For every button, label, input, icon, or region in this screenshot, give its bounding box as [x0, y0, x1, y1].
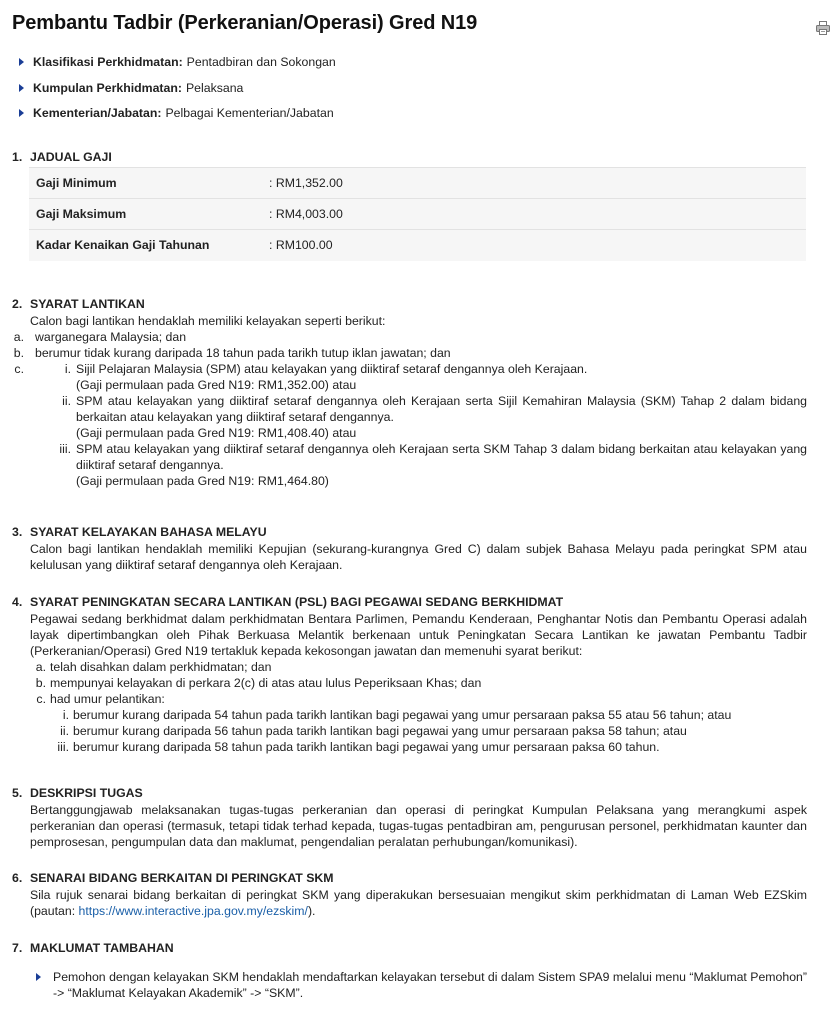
- section-appointment-requirements: [12, 296, 807, 489]
- section-psl: [12, 594, 807, 755]
- section-heading: [12, 594, 807, 611]
- table-row: [29, 230, 806, 261]
- list-text: Sijil Pelajaran Malaysia (SPM) atau kelayakan yang diiktiraf setaraf dengannya oleh Kerajaan.: [76, 362, 588, 376]
- list-item: [12, 675, 807, 691]
- section-heading: [12, 785, 807, 802]
- salary-label: Kadar Kenaikan Gaji Tahunan: [36, 238, 210, 253]
- section-title: DESKRIPSI TUGAS: [30, 786, 143, 800]
- section-heading: [12, 870, 807, 887]
- list-item: [12, 659, 807, 675]
- list-text: Pemohon dengan kelayakan SKM hendaklah mendaftarkan kelayakan tersebut di dalam Sistem SPA9 melalui menu “Maklumat Pemohon” -> “Maklumat Kelayakan Akademik” -> “SKM”.: [53, 970, 807, 1000]
- list-marker: a.: [13, 330, 24, 344]
- list-item: [36, 969, 807, 1001]
- list-text: had umur pelantikan:: [50, 692, 165, 706]
- section-number: 4.: [12, 595, 23, 609]
- table-row: [29, 168, 806, 199]
- list-marker: b.: [13, 346, 24, 360]
- bullet-arrow-icon: [36, 973, 41, 981]
- meta-value: Pelaksana: [185, 80, 244, 95]
- list-marker: i.: [62, 708, 69, 722]
- list-text: SPM atau kelayakan yang diiktiraf setaraf dengannya oleh Kerajaan serta SKM Tahap 3 dalam bidang berkaitan atau kelayakan yang diiktiraf setaraf dengannya.: [76, 442, 807, 472]
- meta-ministry: [19, 104, 799, 130]
- list-marker: b.: [35, 676, 46, 690]
- text-before-link: Sila rujuk senarai bidang berkaitan di peringkat SKM yang diperakukan bersesuaian mengikut skim perkhidmatan di Laman Web EZSkim (pautan:: [30, 888, 807, 918]
- section-number: 1.: [12, 150, 23, 164]
- section-salary: [12, 149, 807, 166]
- salary-value: : RM1,352.00: [269, 176, 343, 190]
- meta-label: Klasifikasi Perkhidmatan:: [33, 55, 183, 69]
- meta-value: Pentadbiran dan Sokongan: [186, 55, 336, 69]
- ezskim-link[interactable]: https://www.interactive.jpa.gov.my/ezskim/: [78, 904, 308, 918]
- starting-pay-note: (Gaji permulaan pada Gred N19: RM1,464.80): [76, 474, 329, 488]
- list-text: SPM atau kelayakan yang diiktiraf setaraf dengannya oleh Kerajaan serta Sijil Kemahiran Malaysia (SKM) Tahap 2 dalam bidang berkaitan atau kelayakan yang diiktiraf setaraf dengannya.: [76, 394, 807, 424]
- section-heading: [12, 524, 807, 541]
- section-heading: [12, 940, 807, 957]
- section-malay-language: [12, 524, 807, 573]
- section-job-description: [12, 785, 807, 850]
- salary-label: Gaji Maksimum: [36, 207, 127, 221]
- list-text: berumur kurang daripada 56 tahun pada tarikh lantikan bagi pegawai yang umur persaraan paksa 58 tahun; atau: [73, 724, 687, 738]
- sub-list-item: [12, 441, 807, 489]
- service-info: [19, 53, 799, 130]
- salary-value: : RM100.00: [269, 238, 333, 253]
- section-text: Bertanggungjawab melaksanakan tugas-tugas perkeranian dan operasi di peringkat Kumpulan Pelaksana yang merangkumi aspek perkeranian dan operasi (termasuk, tetapi tidak terhad kepada, tugas-tugas pentadbiran am, pengurusan personel, perkhidmatan kaunter dan pemprosesan, pengumpulan data dan maklumat, pengendalian peralatan perhubungan/komunikasi).: [30, 803, 807, 849]
- list-marker: a.: [35, 660, 46, 674]
- list-item: [12, 345, 807, 361]
- list-text: telah disahkan dalam perkhidmatan; dan: [50, 660, 272, 674]
- sub-list-item: [12, 707, 807, 723]
- section-intro: Calon bagi lantikan hendaklah memiliki kelayakan seperti berikut:: [30, 314, 386, 328]
- bullet-arrow-icon: [19, 109, 24, 117]
- section-title: SYARAT LANTIKAN: [30, 297, 145, 311]
- text-after-link: ).: [307, 904, 316, 918]
- list-text: berumur tidak kurang daripada 18 tahun pada tarikh tutup iklan jawatan; dan: [35, 346, 451, 360]
- list-marker: ii.: [62, 394, 71, 408]
- section-title: SYARAT PENINGKATAN SECARA LANTIKAN (PSL) BAGI PEGAWAI SEDANG BERKHIDMAT: [30, 595, 564, 609]
- print-icon[interactable]: [816, 21, 830, 35]
- section-text: Pegawai sedang berkhidmat dalam perkhidmatan Bentara Parlimen, Pemandu Kenderaan, Penghantar Notis dan Pembantu Operasi adalah layak dipertimbangkan oleh Pihak Berkuasa Melantik berkenaan untuk Peningkatan Secara Lantikan ke jawatan Pembantu Tadbir (Perkeranian/Operasi) Gred N19 tertakluk kepada kekosongan jawatan dan memenuhi syarat berikut:: [30, 612, 807, 658]
- page-title: Pembantu Tadbir (Perkeranian/Operasi) Gred N19: [12, 12, 478, 34]
- list-marker: ii.: [60, 724, 69, 738]
- list-item: [12, 329, 807, 345]
- salary-table: [29, 167, 806, 261]
- section-number: 2.: [12, 297, 23, 311]
- table-row: [29, 199, 806, 230]
- section-title: SYARAT KELAYAKAN BAHASA MELAYU: [30, 525, 267, 539]
- section-title: MAKLUMAT TAMBAHAN: [30, 941, 174, 955]
- section-skm-fields: [12, 870, 807, 919]
- list-marker: c.: [36, 692, 46, 706]
- starting-pay-note: (Gaji permulaan pada Gred N19: RM1,352.00) atau: [76, 378, 357, 392]
- meta-group: [19, 79, 799, 105]
- section-heading: [12, 296, 807, 313]
- qualification-list: [12, 361, 807, 489]
- list-text: berumur kurang daripada 58 tahun pada tarikh lantikan bagi pegawai yang umur persaraan paksa 60 tahun.: [73, 740, 660, 754]
- meta-label: Kementerian/Jabatan:: [33, 106, 162, 120]
- list-marker: c.: [14, 362, 24, 376]
- sub-list-item: [12, 723, 807, 739]
- starting-pay-note: (Gaji permulaan pada Gred N19: RM1,408.40) atau: [76, 426, 357, 440]
- meta-label: Kumpulan Perkhidmatan:: [33, 80, 182, 95]
- section-number: 6.: [12, 871, 23, 885]
- list-item: [12, 691, 807, 707]
- list-text: mempunyai kelayakan di perkara 2(c) di atas atau lulus Peperiksaan Khas; dan: [50, 676, 482, 690]
- section-title: JADUAL GAJI: [30, 150, 112, 164]
- meta-value: Pelbagai Kementerian/Jabatan: [165, 106, 334, 120]
- list-text: berumur kurang daripada 54 tahun pada tarikh lantikan bagi pegawai yang umur persaraan paksa 55 atau 56 tahun; atau: [73, 708, 732, 722]
- list-marker: iii.: [59, 442, 71, 456]
- list-marker: iii.: [57, 740, 69, 754]
- section-text: Calon bagi lantikan hendaklah memiliki Kepujian (sekurang-kurangnya Gred C) dalam subjek Bahasa Melayu pada peringkat SPM atau kelulusan yang diiktiraf setaraf dengannya oleh Kerajaan.: [30, 542, 807, 572]
- list-marker: i.: [64, 362, 71, 376]
- bullet-arrow-icon: [19, 84, 24, 92]
- salary-label: Gaji Minimum: [36, 176, 117, 190]
- meta-classification: [19, 53, 799, 79]
- section-additional-info: [12, 940, 807, 1001]
- section-title: SENARAI BIDANG BERKAITAN DI PERINGKAT SKM: [30, 871, 334, 885]
- bullet-arrow-icon: [19, 58, 24, 66]
- section-number: 3.: [12, 525, 23, 539]
- sub-list-item: [12, 361, 807, 393]
- sub-list-item: [12, 739, 807, 755]
- sub-list-item: [12, 393, 807, 441]
- list-text: warganegara Malaysia; dan: [35, 330, 187, 344]
- section-text: [30, 887, 807, 919]
- salary-value: : RM4,003.00: [269, 207, 343, 221]
- section-heading: [12, 149, 807, 166]
- section-number: 7.: [12, 941, 23, 955]
- section-number: 5.: [12, 786, 23, 800]
